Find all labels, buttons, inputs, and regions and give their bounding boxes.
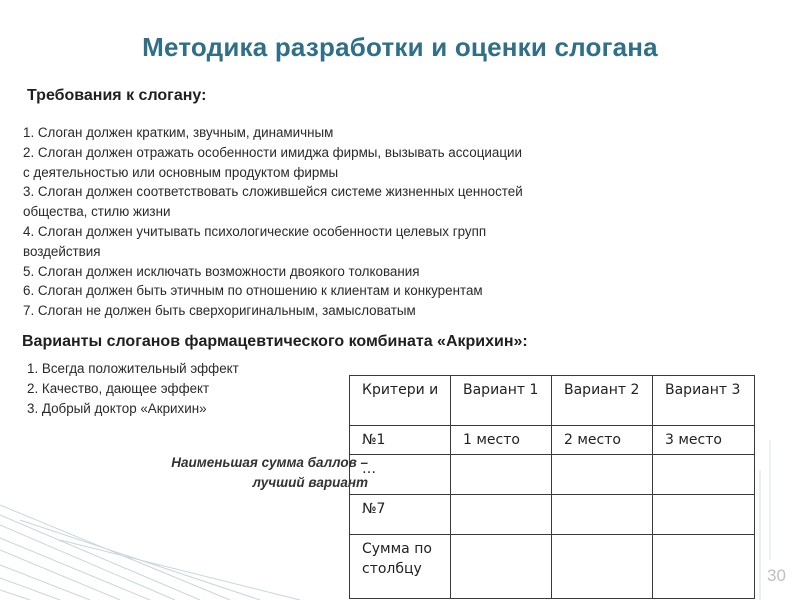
table-cell: 1 место	[451, 426, 552, 455]
note-line: Наименьшая сумма баллов –	[171, 455, 368, 470]
list-item: 1. Слоган должен кратким, звучным, динамичным	[23, 125, 334, 140]
table-cell	[653, 495, 755, 535]
table-row	[350, 426, 755, 455]
list-item: 2. Слоган должен отражать особенности имиджа фирмы, вызывать ассоциации	[23, 144, 522, 160]
table-header-cell: Вариант 3	[653, 376, 755, 426]
slide-number: 30	[767, 566, 786, 585]
table-cell: …	[350, 455, 451, 495]
page-title: Методика разработки и оценки слогана	[142, 32, 658, 62]
table-cell: 2 место	[552, 426, 653, 455]
list-item: 1. Всегда положительный эффект	[27, 361, 239, 376]
list-item: 3. Слоган должен соответствовать сложившейся системе жизненных ценностей	[23, 184, 523, 200]
table-cell: №1	[350, 426, 451, 455]
table-cell	[552, 495, 653, 535]
list-item: 6. Слоган должен быть этичным по отношению к клиентам и конкурентам	[23, 283, 483, 299]
table-row	[350, 495, 755, 535]
table-row	[350, 535, 755, 599]
table-cell	[653, 535, 755, 599]
table-header-cell: Вариант 1	[451, 376, 552, 426]
table-cell: Сумма по столбцу	[350, 535, 451, 599]
list-item: общества, стилю жизни	[23, 204, 171, 220]
table-header-cell: Критери и	[350, 376, 451, 426]
note-line: лучший вариант	[252, 475, 368, 490]
variants-heading: Варианты слоганов фармацевтического комбината «Акрихин»:	[22, 333, 528, 350]
requirements-heading: Требования к слогану:	[27, 87, 207, 104]
list-item: с деятельностью или основным продуктом фирмы	[23, 164, 339, 180]
scoring-note	[96, 453, 368, 493]
requirements-list	[23, 123, 663, 321]
variants-list	[27, 359, 239, 419]
table-cell	[552, 535, 653, 599]
list-item: 2. Качество, дающее эффект	[27, 381, 210, 396]
list-item: 3. Добрый доктор «Акрихин»	[27, 401, 207, 416]
table-cell: 3 место	[653, 426, 755, 455]
list-item: воздействия	[23, 243, 101, 259]
list-item: 4. Слоган должен учитывать психологические особенности целевых групп	[23, 223, 487, 239]
table-row	[350, 455, 755, 495]
list-item: 5. Слоган должен исключать возможности двоякого толкования	[23, 263, 420, 279]
list-item: 7. Слоган не должен быть сверхоригинальным, замысловатым	[23, 303, 416, 319]
table-header-cell: Вариант 2	[552, 376, 653, 426]
table-cell: №7	[350, 495, 451, 535]
table-cell	[451, 455, 552, 495]
criteria-table	[349, 375, 755, 599]
table-cell	[552, 455, 653, 495]
table-cell	[653, 455, 755, 495]
table-header-row	[350, 376, 755, 426]
table-cell	[451, 535, 552, 599]
table-cell	[451, 495, 552, 535]
